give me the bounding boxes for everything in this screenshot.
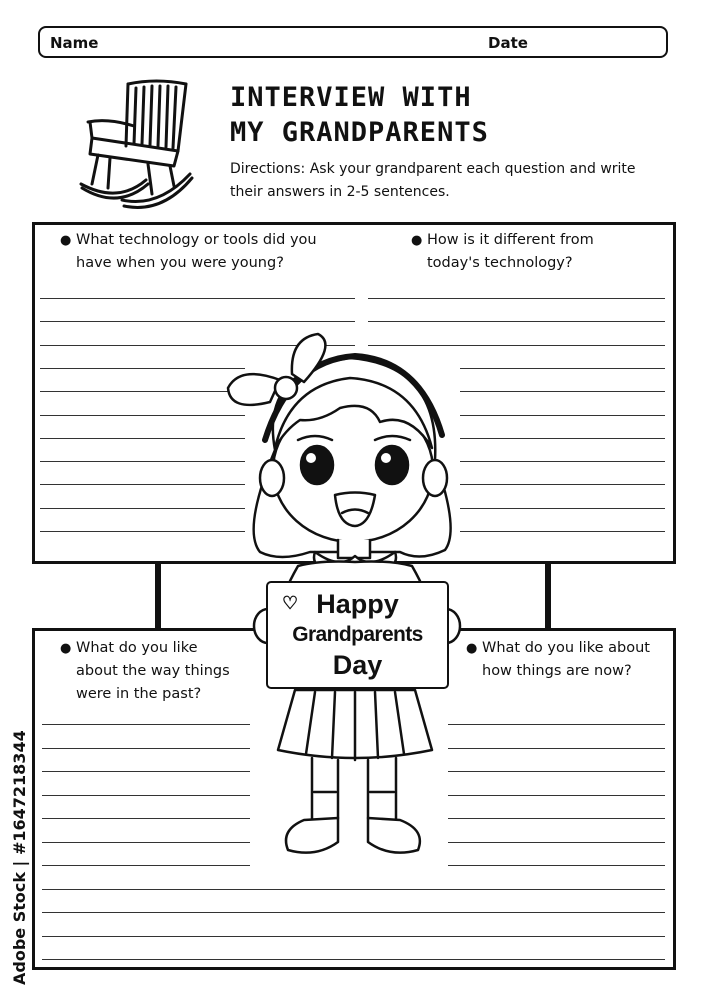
answer-line: [40, 321, 355, 322]
name-date-bar: [38, 26, 668, 58]
worksheet-title: [230, 80, 489, 150]
connector-left: [155, 564, 161, 628]
answer-line: [40, 508, 245, 509]
answer-line: [460, 531, 665, 532]
sign-line-1: Happy: [316, 589, 399, 619]
title-line-1: INTERVIEW WITH: [230, 82, 472, 113]
question-3: ● What do you like about the way things were in the past?: [76, 637, 230, 706]
answer-line: [368, 298, 665, 299]
question-2: ● How is it different from today's technology?: [427, 229, 594, 275]
answer-line: [42, 865, 250, 866]
answer-line: [368, 321, 665, 322]
answer-line: [40, 391, 245, 392]
name-label: Name: [50, 34, 99, 52]
answer-line: [42, 912, 665, 913]
bullet-icon: ●: [60, 233, 72, 248]
answer-line: [42, 748, 250, 749]
rocking-chair-icon: [78, 76, 194, 212]
answer-line: [40, 438, 245, 439]
connector-right: [545, 564, 551, 628]
sign-line-3: Day: [332, 650, 383, 680]
question-4: ● What do you like about how things are now?: [482, 637, 650, 683]
answer-line: [42, 959, 665, 960]
answer-line: [40, 298, 355, 299]
answer-line: [460, 484, 665, 485]
sign-line-2: Grandparents: [292, 623, 423, 646]
answer-line: [42, 724, 250, 725]
heart-icon: ♡: [282, 593, 299, 613]
answer-line: [460, 461, 665, 462]
answer-line: [42, 818, 250, 819]
bullet-icon: ●: [60, 641, 72, 656]
answer-line: [42, 936, 665, 937]
answer-line: [40, 461, 245, 462]
answer-line: [42, 842, 250, 843]
bullet-icon: ●: [466, 641, 478, 656]
answer-line: [42, 889, 665, 890]
title-line-2: MY GRANDPARENTS: [230, 117, 489, 148]
answer-line: [42, 795, 250, 796]
answer-line: [460, 438, 665, 439]
answer-line: [42, 771, 250, 772]
answer-line: [40, 415, 245, 416]
answer-line: [460, 368, 665, 369]
answer-line: [460, 391, 665, 392]
stock-watermark: Adobe Stock | #1647218344: [10, 730, 29, 985]
answer-line: [40, 368, 245, 369]
answer-line: [460, 415, 665, 416]
greeting-sign: [266, 581, 449, 689]
date-label: Date: [488, 34, 528, 52]
directions-text: Directions: Ask your grandparent each question and write their answers in 2-5 sentences.: [230, 161, 636, 200]
answer-line: [460, 508, 665, 509]
bullet-icon: ●: [411, 233, 423, 248]
answer-line: [40, 484, 245, 485]
question-1: ● What technology or tools did you have when you were young?: [76, 229, 317, 275]
answer-line: [40, 531, 245, 532]
